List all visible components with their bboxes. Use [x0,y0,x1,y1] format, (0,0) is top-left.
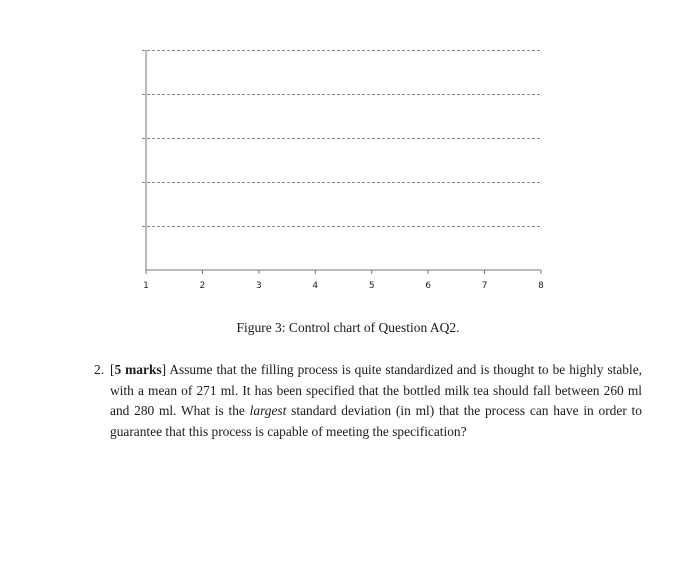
x-tick-label: 1 [143,281,149,291]
question-emphasis: largest [249,403,287,419]
question-text-part1: Assume that the filling process is quite standardized and is thought to be highly stable, with a mean of 271 ml. It has been specified that the bottled milk tea should fall between 260 ml and 280 ml. What is the [110,362,642,419]
x-tick-label: 6 [425,281,432,291]
x-axis-ticks [143,270,544,291]
x-tick-label: 7 [481,281,488,291]
question-block [94,360,642,442]
marks-bracket-open: [ [110,362,115,377]
x-tick-label: 2 [199,281,206,291]
x-tick-label: 3 [255,281,262,291]
dashed-grid-lines [142,51,541,227]
x-tick-label: 5 [368,281,375,291]
marks-bracket-close: ] [161,362,167,377]
x-tick-label: 8 [538,281,544,291]
question-number: 2. [94,362,105,377]
question-text-part2: standard deviation (in ml) that the process can have in order to guarantee that this process is capable of meeting the specification? [110,403,642,439]
question-text [110,360,642,442]
figure-caption: Figure 3: Control chart of Question AQ2. [236,320,460,335]
marks-label: 5 marks [114,362,162,377]
x-tick-label: 4 [312,281,319,291]
